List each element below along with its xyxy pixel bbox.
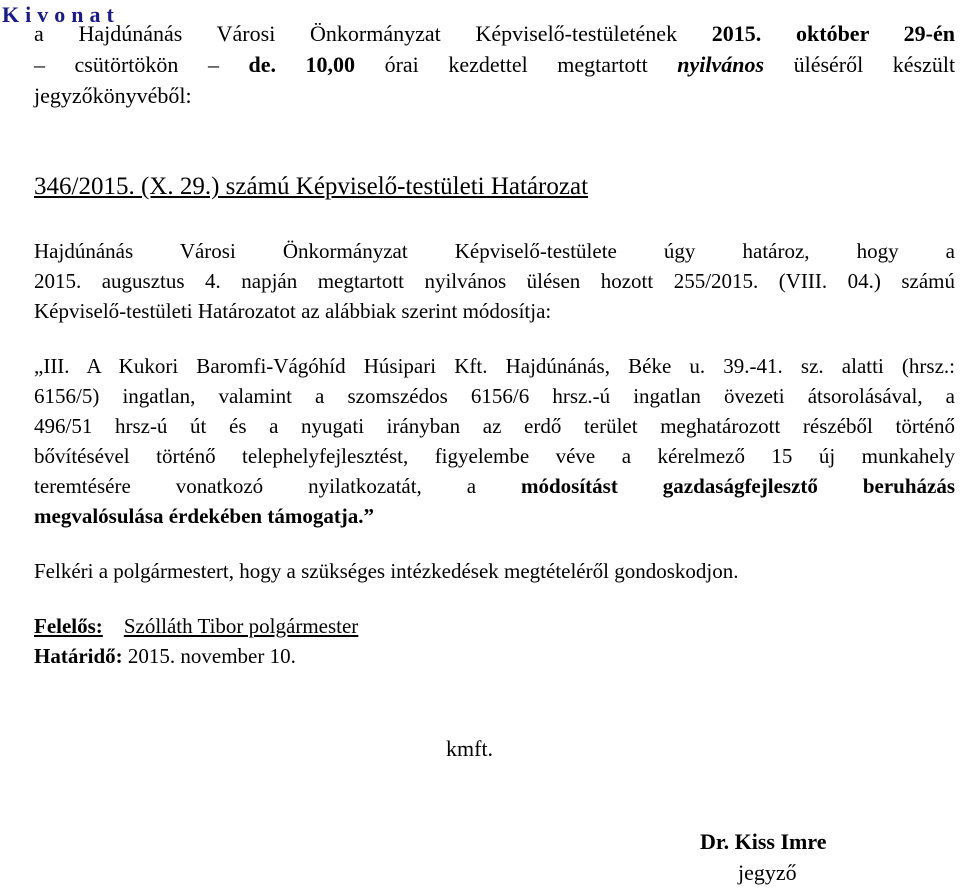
meeting-type: nyilvános — [677, 52, 765, 77]
request-paragraph: Felkéri a polgármestert, hogy a szükséges intézkedések megtételéről gondoskodjon. — [34, 559, 739, 583]
deadline-row — [34, 641, 358, 671]
meeting-time: de. 10,00 — [248, 52, 356, 77]
intro-text: a Hajdúnánás Városi Önkormányzat Képviselő-testületének — [34, 21, 678, 46]
body-line — [34, 501, 955, 531]
responsibility-block — [34, 611, 358, 671]
body-line: 496/51 hrsz-ú út és a nyugati irányban az erdő terület meghatározott részéből történő — [34, 414, 955, 438]
deadline-value: 2015. november 10. — [127, 644, 296, 668]
intro-line-3: jegyzőkönyvéből: — [34, 83, 192, 108]
resolution-body-text — [34, 351, 955, 531]
responsible-row — [34, 611, 358, 641]
body-text: teremtésére vonatkozó nyilatkozatát, a — [34, 474, 477, 498]
signatory-name: Dr. Kiss Imre — [700, 829, 827, 854]
meeting-date: 2015. október 29-én — [711, 21, 955, 46]
body-bold-text: megvalósulása érdekében támogatja.” — [34, 504, 375, 528]
intro-weekday: – csütörtökön – — [34, 52, 219, 77]
responsible-value: Szólláth Tibor polgármester — [123, 614, 359, 638]
body-line: Képviselő-testületi Határozatot az alábbiak szerint módosítja: — [34, 299, 552, 323]
resolution-body-intro — [34, 236, 955, 326]
signatory-title: jegyző — [738, 860, 797, 885]
body-line: 2015. augusztus 4. napján megtartott nyilvános ülésen hozott 255/2015. (VIII. 04.) számú — [34, 269, 955, 293]
resolution-heading: 346/2015. (X. 29.) számú Képviselő-testületi Határozat — [34, 173, 589, 200]
intro-line-2 — [34, 49, 955, 80]
deadline-label: Határidő: — [34, 644, 123, 668]
intro-text: üléséről készült — [793, 52, 956, 77]
document-title: Kivonat — [2, 2, 120, 27]
body-line: 6156/5) ingatlan, valamint a szomszédos 6156/6 hrsz.-ú ingatlan övezeti átsorolásával, a — [34, 384, 955, 408]
closing-mark: kmft. — [446, 736, 494, 761]
signature-block — [700, 826, 900, 888]
intro-paragraph — [34, 18, 955, 111]
body-line: Hajdúnánás Városi Önkormányzat Képviselő-testülete úgy határoz, hogy a — [34, 239, 955, 263]
intro-text: órai kezdettel megtartott — [384, 52, 648, 77]
body-line: bővítésével történő telephelyfejlesztést, figyelembe véve a kérelmező 15 új munkahely — [34, 444, 955, 468]
body-line — [34, 471, 955, 501]
body-line: „III. A Kukori Baromfi-Vágóhíd Húsipari Kft. Hajdúnánás, Béke u. 39.-41. sz. alatti (hrsz.: — [34, 354, 955, 378]
body-bold-text: módosítást gazdaságfejlesztő beruházás — [521, 474, 955, 498]
responsible-label: Felelős: — [34, 614, 103, 638]
intro-line-1 — [34, 18, 955, 49]
